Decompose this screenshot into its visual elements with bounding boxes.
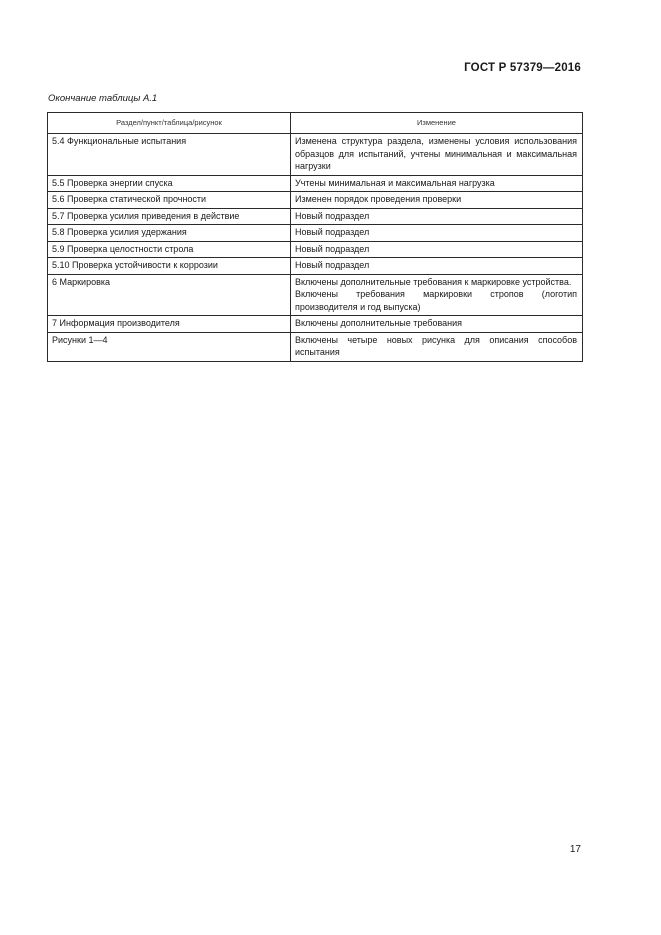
table-row <box>48 274 583 316</box>
table-row <box>48 175 583 192</box>
change-cell <box>291 274 583 316</box>
section-cell: 5.8 Проверка усилия удержания <box>48 225 291 242</box>
change-cell <box>291 192 583 209</box>
change-text: Учтены минимальная и максимальная нагрузка <box>295 177 495 188</box>
section-cell: 7 Информация производителя <box>48 316 291 333</box>
section-cell: 5.7 Проверка усилия приведения в действие <box>48 208 291 225</box>
table-row <box>48 192 583 209</box>
table-row <box>48 258 583 275</box>
change-text: Включены четыре новых рисунка для описания способов испытания <box>295 334 577 357</box>
table-header-row <box>48 113 583 134</box>
change-text: Новый подраздел <box>295 210 370 221</box>
change-text: Включены требования маркировки стропов (логотип производителя и год выпуска) <box>295 289 577 312</box>
table-row <box>48 316 583 333</box>
section-cell: 5.4 Функциональные испытания <box>48 134 291 176</box>
changes-table <box>47 112 583 362</box>
standard-number: ГОСТ Р 57379—2016 <box>464 62 581 74</box>
table-row <box>48 332 583 361</box>
table-row <box>48 134 583 176</box>
change-cell <box>291 208 583 225</box>
section-cell: 5.5 Проверка энергии спуска <box>48 175 291 192</box>
change-text: Включены дополнительные требования <box>295 318 463 328</box>
section-cell: 5.6 Проверка статической прочности <box>48 192 291 209</box>
section-cell: 5.9 Проверка целостности строла <box>48 241 291 258</box>
change-text: Изменен порядок проведения проверки <box>295 194 462 204</box>
change-text: Новый подраздел <box>295 227 370 237</box>
table-caption: Окончание таблицы А.1 <box>48 93 158 104</box>
change-text: Изменена структура раздела, изменены условия использования образцов для испытаний, учтены минимальная и максимальная нагрузки <box>295 136 577 171</box>
table-row <box>48 225 583 242</box>
section-cell: Рисунки 1—4 <box>48 332 291 361</box>
change-cell <box>291 258 583 275</box>
change-cell <box>291 241 583 258</box>
column-header-change: Изменение <box>291 113 583 134</box>
change-text: Новый подраздел <box>295 243 370 254</box>
table-row <box>48 208 583 225</box>
change-cell <box>291 332 583 361</box>
table-row <box>48 241 583 258</box>
section-cell: 5.10 Проверка устойчивости к коррозии <box>48 258 291 275</box>
change-text: Новый подраздел <box>295 260 370 270</box>
change-text: Включены дополнительные требования к маркировке устройства. <box>295 276 572 287</box>
page-number: 17 <box>569 844 581 855</box>
change-cell <box>291 316 583 333</box>
change-cell <box>291 134 583 176</box>
change-cell <box>291 175 583 192</box>
section-cell: 6 Маркировка <box>48 274 291 316</box>
change-cell <box>291 225 583 242</box>
column-header-section: Раздел/пункт/таблица/рисунок <box>48 113 291 134</box>
